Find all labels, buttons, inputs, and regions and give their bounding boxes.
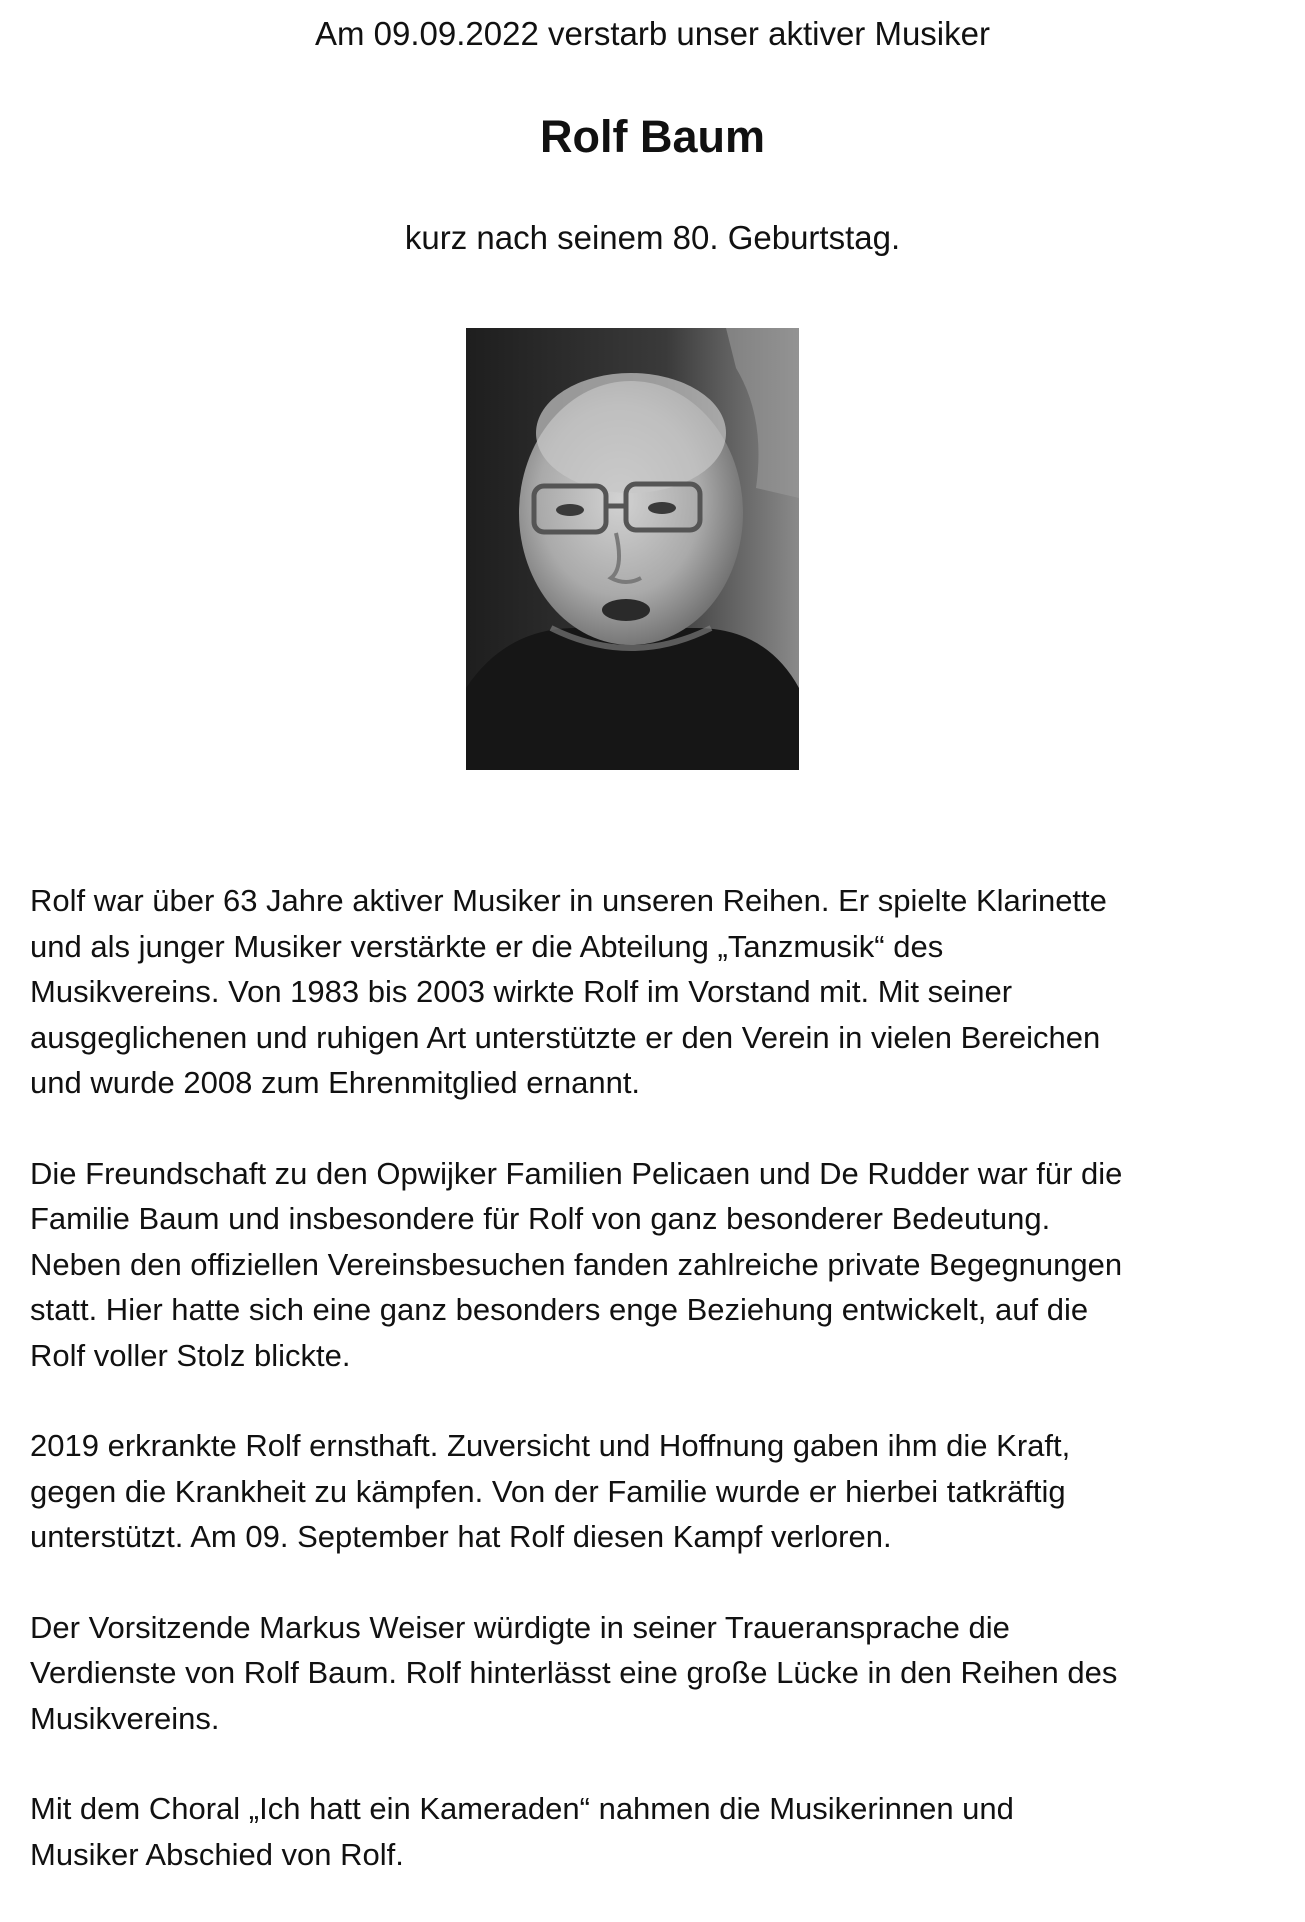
paragraph-friendship: Die Freundschaft zu den Opwijker Familien Pelicaen und De Rudder war für die Familie Baum und insbesondere für Rolf von ganz besonderer Bedeutung. Neben den offiziellen Vereinsbesuchen fanden zahlreiche private Begegnungen statt. Hier hatte sich eine ganz besonders enge Beziehung entwickelt, auf die Rolf voller Stolz blickte. bbox=[30, 1155, 1123, 1373]
paragraph-eulogy: Der Vorsitzende Markus Weiser würdigte in seiner Traueransprache die Verdienste von Rolf Baum. Rolf hinterlässt eine große Lücke in den Reihen des Musikvereins. bbox=[30, 1609, 1118, 1736]
intro-line: Am 09.09.2022 verstarb unser aktiver Musiker bbox=[315, 15, 990, 52]
obituary-body bbox=[30, 878, 1280, 1922]
subline: kurz nach seinem 80. Geburtstag. bbox=[404, 219, 901, 256]
portrait-photo-image bbox=[466, 328, 799, 770]
paragraph-farewell: Mit dem Choral „Ich hatt ein Kameraden“ nahmen die Musikerinnen und Musiker Abschied von Rolf. bbox=[30, 1791, 1014, 1872]
deceased-name: Rolf Baum bbox=[540, 111, 765, 162]
portrait-photo bbox=[466, 328, 799, 770]
paragraph-career: Rolf war über 63 Jahre aktiver Musiker in unseren Reihen. Er spielte Klarinette und als junger Musiker verstärkte er die Abteilung „Tanzmusik“ des Musikvereins. Von 1983 bis 2003 wirkte Rolf im Vorstand mit. Mit seiner ausgeglichenen und ruhigen Art unterstützte er den Verein in vielen Bereichen und wurde 2008 zum Ehrenmitglied ernannt. bbox=[30, 883, 1107, 1100]
paragraph-illness: 2019 erkrankte Rolf ernsthaft. Zuversicht und Hoffnung gaben ihm die Kraft, gegen die Krankheit zu kämpfen. Von der Familie wurde er hierbei tatkräftig unterstützt. Am 09. September hat Rolf diesen Kampf verloren. bbox=[30, 1428, 1071, 1554]
